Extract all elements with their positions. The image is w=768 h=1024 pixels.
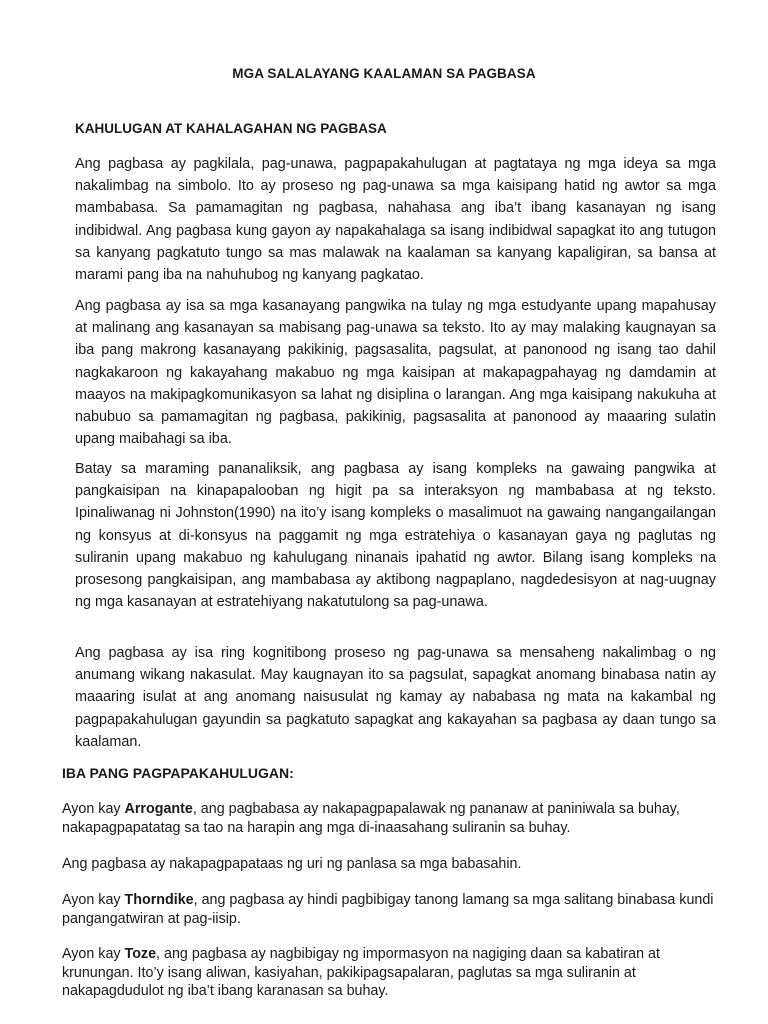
document-title: MGA SALALAYANG KAALAMAN SA PAGBASA [232, 66, 536, 81]
definition-prefix: Ayon kay [62, 946, 125, 962]
paragraph-1: Ang pagbasa ay pagkilala, pag-unawa, pagpapakahulugan at pagtataya ng mga ideya sa mga nakalimbag na simbolo. Ito ay proseso ng pag-unawa sa mga kaisipang hatid ng awtor sa mga mambabasa. Sa pamamagitan ng pagbasa, nahahasa ang iba’t ibang kasanayan ng isang indibidwal. Ang pagbasa kung gayon ay napakahalaga sa isang indibidwal sapagkat ito ang tutugon sa kanyang pagkatuto tungo sa mas malawak na kaalaman sa kanyang kapaligiran, sa bansa at marami pang iba na nahuhubog ng kanyang pagkatao. [75, 156, 716, 284]
author-name: Toze [124, 946, 157, 962]
definition-prefix: Ayon kay [62, 892, 125, 908]
definition-text: , ang pagbabasa ay nakapagpapalawak ng pananaw at paniniwala sa buhay, nakapagpapatatag sa tao na harapin ang mga di-inaasahang suliranin sa buhay. [62, 801, 680, 836]
definition-arrogante [62, 800, 732, 837]
definition-text: Ang pagbasa ay nakapagpapataas ng uri ng panlasa sa mga babasahin. [62, 856, 522, 872]
paragraph-4: Ang pagbasa ay isa ring kognitibong proseso ng pag-unawa sa mensaheng nakalimbag o ng anumang wikang nakasulat. May kaugnayan ito sa pagsulat, sapagkat anomang binabasa natin ay maaaring isulat at ang anomang naisusulat ng kamay ay nababasa ng mata na kakambal ng pagpapakahulugan gayundin sa pagkatuto sapagkat ang kakayahan sa pagbasa ay daan tungo sa kaalaman. [75, 645, 716, 750]
definition-thorndike [62, 891, 732, 928]
definition-text: , ang pagbasa ay nagbibigay ng impormasyon na nagiging daan sa kabatiran at krunungan. Ito’y isang aliwan, kasiyahan, pakikipagsapalaran, paglutas sa mga suliranin at nakapagdudulot ng iba’t ibang karanasan sa buhay. [62, 946, 660, 999]
author-name: Thorndike [124, 892, 194, 908]
definition-prefix: Ayon kay [62, 801, 125, 817]
definition-text: , ang pagbasa ay hindi pagbibigay tanong lamang sa mga salitang binabasa kundi pangangatwiran at pag-iisip. [62, 892, 714, 927]
author-name: Arrogante [124, 801, 193, 817]
definition-toze [62, 945, 732, 1001]
sub-heading: IBA PANG PAGPAPAKAHULUGAN: [62, 765, 294, 781]
definition-panlasa [62, 855, 732, 874]
section-heading: KAHULUGAN AT KAHALAGAHAN NG PAGBASA [75, 121, 387, 136]
paragraph-3: Batay sa maraming pananaliksik, ang pagbasa ay isang kompleks na gawaing pangwika at pangkaisipan na kinapapalooban ng higit pa sa interaksyon ng mambabasa at ng teksto. Ipinaliwanag ni Johnston(1990) na ito’y isang kompleks o masalimuot na gawaing nangangailangan ng konsyus at di-konsyus na paggamit ng mga estratehiya o kasanayan gaya ng paglutas ng suliranin upang makabuo ng kahulugang ninanais ipahatid ng awtor. Bilang isang kompleks na prosesong pangkaisipan, ang mambabasa ay aktibong nagpaplano, nagdedesisyon at nag-uugnay ng mga kasanayan at estratehiyang nakatutulong sa pag-unawa. [75, 461, 716, 611]
paragraph-2: Ang pagbasa ay isa sa mga kasanayang pangwika na tulay ng mga estudyante upang mapahusay at malinang ang kasanayan sa mabisang pag-unawa sa teksto. Ito ay may malaking kaugnayan sa iba pang makrong kasanayang pakikinig, pagsasalita, pagsulat, at panonood ng isang tao dahil nagkakaroon ng kakayahang makabuo ng mga kaisipan at makapagpahayag ng damdamin at maayos na makipagkomunikasyon sa lahat ng disiplina o larangan. Ang mga kaisipang nakukuha at nabubuo sa pamamagitan ng pagbasa, pakikinig, pagsasalita at panonood ay maaaring sulatin upang maibahagi sa iba. [75, 298, 716, 448]
